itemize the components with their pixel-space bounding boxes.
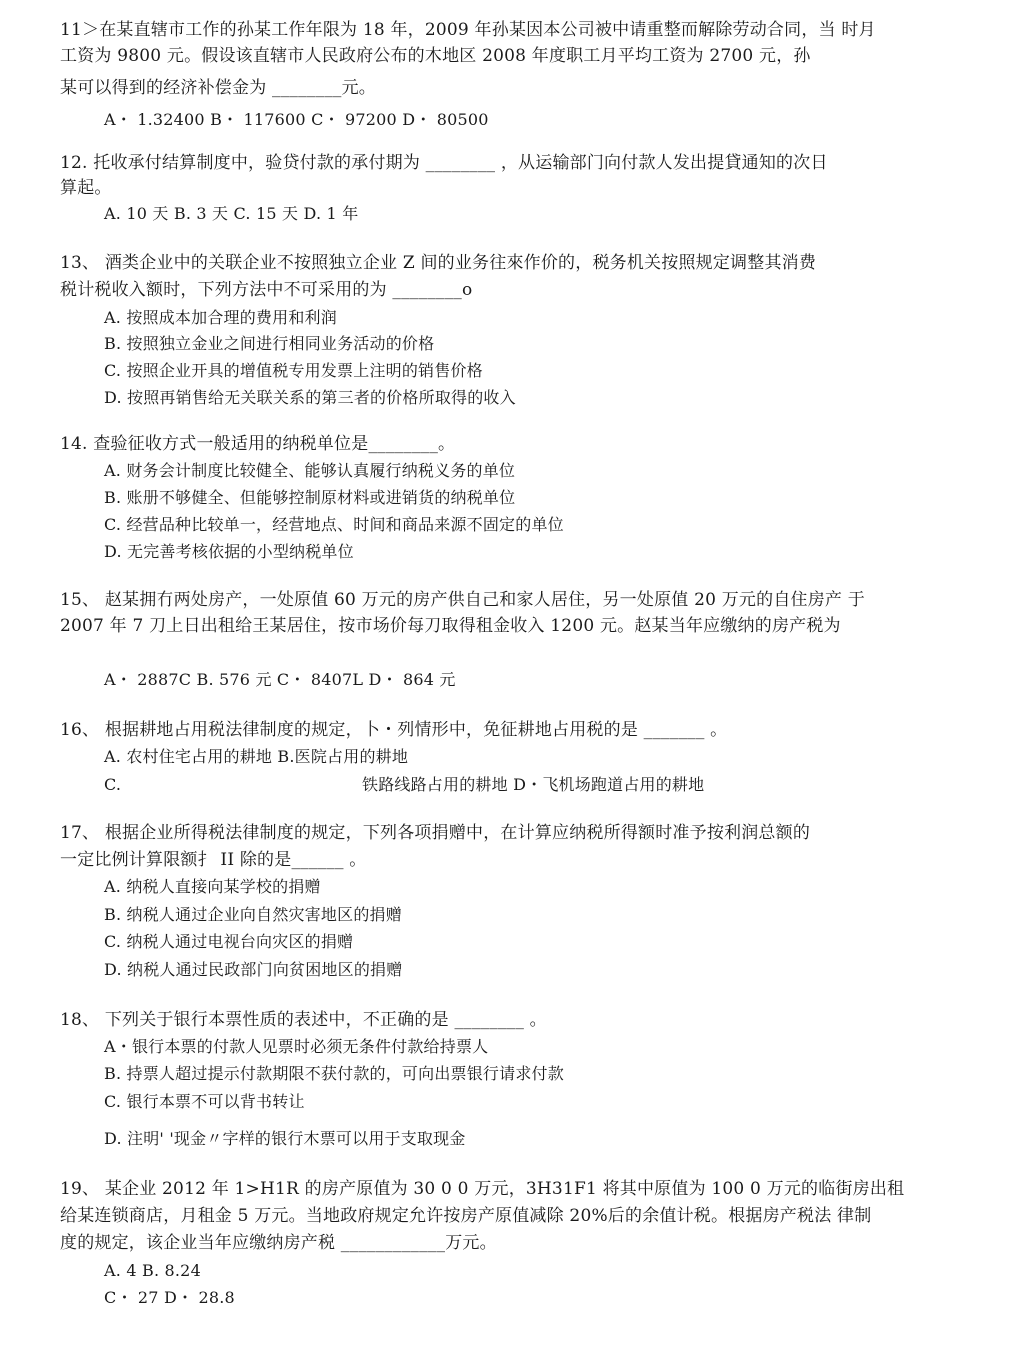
q12-stem-line-1: 12. 托收承付结算制度中，验贷付款的承付期为 ________ ，从运输部门向付款人发出提貸通知的次日 <box>60 153 828 173</box>
q16-option-a-b: A. 农村住宅占用的耕地 B.医院占用的耕地 <box>104 747 409 766</box>
q14-option-a: A. 财务会计制度比较健全、能够认真履行纳税义务的单位 <box>104 461 516 480</box>
q13-stem-line-1: 13、 酒类企业中的关联企业不按照独立企业 Z 间的业务往來作价的，税务机关按照规定调整其消费 <box>60 253 817 273</box>
q15-stem-line-1: 15、 赵某拥冇两处房产，一处原值 60 万元的房产供自己和家人居住，另一处原值 20 万元的自住房产 于 <box>60 590 865 610</box>
q13-stem-line-2: 税计税收入额时，下列方法中不可采用的为 ________o <box>60 280 473 300</box>
q17-option-c: C. 纳税人通过电视台向灾区的捐赠 <box>104 932 354 951</box>
q11-stem-line-2: 工资为 9800 元。假设该直辖市人民政府公布的木地区 2008 年度职工月平均工资为 2700 元，孙 <box>60 46 811 66</box>
q11-stem-line-1: 11＞在某直辖市工作的孙某工作年限为 18 年，2009 年孙某因本公司被中请重整而解除劳动合同，当 时月 <box>60 20 876 40</box>
q16-option-c-label: C. <box>104 775 122 794</box>
q18-option-c: C. 银行本票不可以背书转让 <box>104 1092 305 1111</box>
q17-option-a: A. 纳税人直接向某学校的捐赠 <box>104 877 321 896</box>
q16-stem-line-1: 16、 根据耕地占用税法律制度的规定，卜・列情形中，免征耕地占用税的是 _______ 。 <box>60 720 728 740</box>
q13-option-c: C. 按照企业开具的增值税专用发票上注明的销售价格 <box>104 361 483 380</box>
q15-stem-line-2: 2007 年 7 刀上日出租给王某居住，按市场价每刀取得租金收入 1200 元。赵某当年应缴纳的房产税为 <box>60 616 841 636</box>
q14-stem-line-1: 14. 查验征收方式一般适用的纳税单位是________。 <box>60 434 456 454</box>
q11-stem-line-3: 某可以得到的经济补偿金为 ________元。 <box>60 78 377 98</box>
q15-options: A・ 2887C B. 576 元 C・ 8407L D・ 864 元 <box>104 670 456 689</box>
q17-stem-line-2: 一定比例计算限额扌 II 除的是______ 。 <box>60 850 367 870</box>
q19-stem-line-2: 给某连锁商店，月租金 5 万元。当地政府规定允许按房产原值减除 20%后的余值计税。根据房产税法 律制 <box>60 1206 872 1226</box>
q18-stem-line-1: 18、 下列关于银行本票性质的表述中，不正确的是 ________ 。 <box>60 1010 547 1030</box>
q19-options-row-1: A. 4 B. 8.24 <box>104 1261 201 1280</box>
q14-option-b: B. 账册不够健全、但能够控制原材料或进销货的纳税单位 <box>104 488 516 507</box>
q12-options: A. 10 天 B. 3 天 C. 15 天 D. 1 年 <box>104 204 359 223</box>
q19-stem-line-3: 度的规定，该企业当年应缴纳房产税 ____________万元。 <box>60 1233 497 1253</box>
q13-option-a: A. 按照成本加合理的费用和利润 <box>104 308 337 327</box>
q12-stem-line-2: 算起。 <box>60 178 112 198</box>
q18-option-d: D. 注明' '现金〃字样的银行木票可以用于支取现金 <box>104 1129 466 1148</box>
q18-option-b: B. 持票人超过提示付款期限不获付款的，可向出票银行请求付款 <box>104 1064 564 1083</box>
q17-stem-line-1: 17、 根据企业所得税法律制度的规定，下列各项捐赠中，在计算应纳税所得额时准予按利润总额的 <box>60 823 811 843</box>
q14-option-c: C. 经营品种比较单一，经营地点、时间和商品来源不固定的单位 <box>104 515 564 534</box>
q14-option-d: D. 无完善考核依据的小型纳税单位 <box>104 542 354 561</box>
q17-option-b: B. 纳税人通过企业向自然灾害地区的捐赠 <box>104 905 402 924</box>
q11-options: A・ 1.32400 B・ 117600 C・ 97200 D・ 80500 <box>104 110 489 129</box>
q13-option-b: B. 按照独立金业之间进行相同业务活动的价格 <box>104 334 435 353</box>
q17-option-d: D. 纳税人通过民政部门向贫困地区的捐赠 <box>104 960 403 979</box>
q18-option-a: A・银行本票的付款人见票时必须无条件付款给持票人 <box>104 1037 489 1056</box>
q19-options-row-2: C・ 27 D・ 28.8 <box>104 1288 235 1307</box>
q13-option-d: D. 按照再销售给无关联关系的第三者的价格所取得的收入 <box>104 388 516 407</box>
q16-option-c-d: 铁路线路占用的耕地 D・飞机场跑道占用的耕地 <box>362 775 705 794</box>
q19-stem-line-1: 19、 某企业 2012 年 1>H1R 的房产原值为 30 0 0 万元，3H31F1 将其中原值为 100 0 万元的临街房出租 <box>60 1179 905 1199</box>
